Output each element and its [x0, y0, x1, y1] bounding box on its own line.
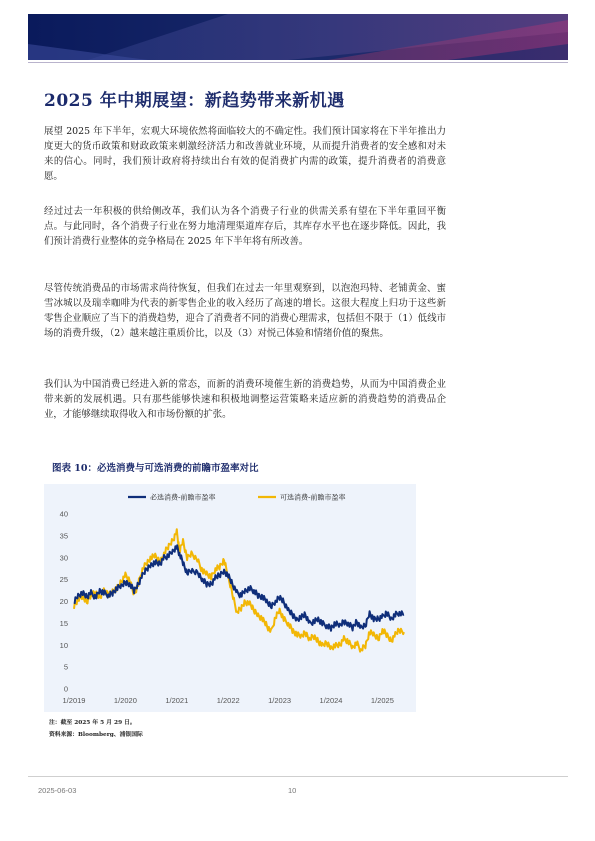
x-tick-label: 1/2023	[268, 696, 292, 705]
footer-divider	[28, 776, 568, 777]
figure-source: 资料来源：Bloomberg、浦银国际	[49, 732, 143, 738]
y-tick-label: 10	[59, 640, 68, 650]
x-tick-label: 1/2021	[165, 696, 189, 705]
series-line	[74, 529, 404, 651]
page-number: 10	[288, 786, 297, 795]
y-tick-label: 15	[59, 618, 68, 628]
x-tick-label: 1/2025	[370, 696, 394, 705]
legend-entry: 可选消费-前瞻市盈率	[280, 493, 346, 502]
header-divider	[28, 62, 568, 63]
x-axis	[63, 696, 394, 705]
figure-note: 注：截至 2025 年 5 月 29 日。	[49, 720, 136, 726]
paragraph-new-normal: 我们认为中国消费已经进入新的常态，而新的消费环境催生新的消费趋势，从而为中国消费企业带来新的发展机遇。只有那些能够快速和积极地调整运营策略来适应新的消费趋势的消费品企业，才能够继续取得收入和市场份额的扩张。	[44, 379, 446, 420]
series-layer	[74, 529, 404, 651]
figure-label: 图表 10：必选消费与可选消费的前瞻市盈率对比	[52, 463, 259, 474]
pe-comparison-chart	[44, 484, 416, 712]
x-tick-label: 1/2019	[62, 696, 86, 705]
y-tick-label: 40	[59, 509, 68, 519]
footer-date: 2025-06-03	[38, 786, 77, 795]
legend-entry: 必选消费-前瞻市盈率	[150, 493, 216, 502]
y-tick-label: 5	[63, 662, 68, 672]
chart-legend	[128, 493, 346, 502]
x-tick-label: 1/2020	[113, 696, 137, 705]
y-tick-label: 30	[59, 553, 68, 563]
y-tick-label: 20	[59, 597, 68, 606]
x-tick-label: 1/2022	[216, 696, 240, 705]
paragraph-outlook: 展望 2025 年下半年，宏观大环境依然将面临较大的不确定性。我们预计国家将在下半年推出力度更大的货币政策和财政政策来刺激经济活力和改善就业环境，从而提升消费者的安全感和对未来的信心。同时，我们预计政府将持续出台有效的促消费扩内需的政策，提升消费者的消费意愿。	[44, 126, 446, 182]
y-tick-label: 35	[59, 531, 68, 541]
header-banner-graphic	[28, 14, 568, 60]
y-tick-label: 25	[59, 575, 68, 585]
chart-svg	[44, 484, 416, 712]
header-banner	[28, 14, 568, 60]
page-title: 2025 年中期展望：新趋势带来新机遇	[44, 91, 345, 111]
y-axis	[60, 510, 68, 694]
paragraph-supply-side: 经过过去一年积极的供给侧改革，我们认为各个消费子行业的供需关系有望在下半年重回平衡点。与此同时，各个消费子行业在努力地清理渠道库存后，其库存水平也在逐步降低。因此，我们预计消费行业整体的竞争格局在 2025 年下半年将有所改善。	[44, 206, 446, 247]
series-line	[74, 545, 404, 631]
paragraph-new-retail: 尽管传统消费品的市场需求尚待恢复，但我们在过去一年里观察到，以泡泡玛特、老铺黄金、蜜雪冰城以及瑞幸咖啡为代表的新零售企业的收入经历了高速的增长。这很大程度上归功于这些新零售企业顺应了当下的消费趋势，迎合了消费者不同的消费心理需求，包括但不限于（1）低线市场的消费升级，（2）越来越注重质价比，以及（3）对悦己体验和情绪价值的聚焦。	[44, 283, 446, 339]
y-tick-label: 0	[63, 684, 68, 694]
x-tick-label: 1/2024	[319, 696, 343, 705]
